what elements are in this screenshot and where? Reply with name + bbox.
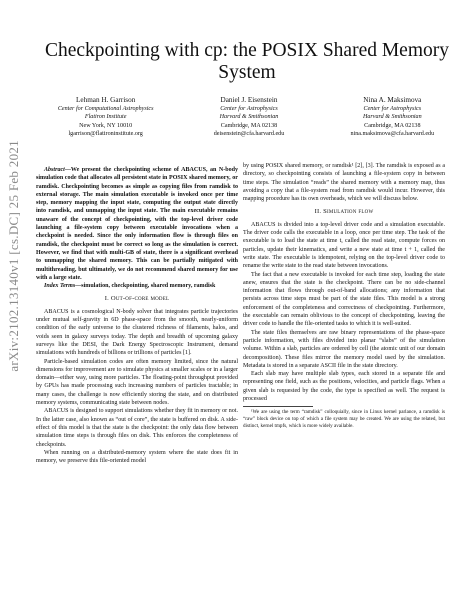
section-heading: I. Out-of-core model <box>104 295 170 303</box>
section-heading: II. Simulation flow <box>314 208 374 216</box>
paragraph: ABACUS is designed to support simulations whether they fit in memory or not. In the latter case, also known as “out of core”, the state is buffered on disk. A side-effect of this model is that the state is the checkpoint: the only data flow between simulation time steps is through files on disk. This enforces the completeness of checkpoints. <box>36 408 238 448</box>
index-terms-text: —simulation, checkpointing, shared memory, ramdisk <box>75 283 216 290</box>
author-affiliation: Harvard & Smithsonian <box>362 114 422 121</box>
author-city: New York, NY 10010 <box>79 122 133 129</box>
author-email[interactable]: lgarrison@flatironinstitute.org <box>68 131 143 138</box>
paragraph: by using POSIX shared memory, or ramdisk¹ [2], [3]. The ramdisk is exposed as a directory, so checkpointing consists of launching a file-system copy in between time steps. The simulation “reads” the shared memory with a memory map, thus avoiding a copy that a file-system read from ramdisk would incur. However, this mapping procedure has its own overheads, which we will discuss below. <box>243 163 445 203</box>
footnote: ¹We are using the term “ramdisk” colloquially, since in Linux kernel parlance, a ramdisk is “raw” block device on top of which a file system may be created. We are using the related, but distinct, kernel tmpfs, which is more widely available. <box>243 409 445 429</box>
index-terms-label: Index Terms <box>44 283 76 290</box>
paragraph: The fact that a new executable is invoked for each time step, loading the state anew, ensures that the state is the checkpoint. There can be no side-channel information that flows through out-of-band allocations; any information that persists across time steps must be part of the state files. This model is a strong enforcement of the completeness and correctness of checkpointing. Furthermore, the executable can remain oblivious to the concept of checkpointing, leaving the driver code to handle the file-oriented tasks to which it is well-suited. <box>243 271 445 328</box>
abstract-text: —We present the checkpointing scheme of ABACUS, an N-body simulation code that allocates all persistent state in POSIX shared memory, or ramdisk. Checkpointing becomes as simple as copying files from ramdisk to external storage. The main simulation executable is invoked once per time step, memory mapping the input state, computing the output state directly into ramdisk, and unmapping the input state. The main executable remains unaware of the concept of checkpointing, with the top-level driver code launching a file-system copy between executable invocations when a checkpoint is needed. Since the only information flow is through files on ramdisk, the checkpoint must be correct so long as the simulation is correct. However, we find that with multi-GB of state, there is a significant overhead to unmapping the shared memory. This can be partially mitigated with multithreading, but ultimately, we do not recommend shared memory for use with a large state. <box>36 167 238 281</box>
paragraph: The state files themselves are raw binary representations of the phase-space particle information, with files divided into planar “slabs” of the simulation volume. Within a slab, particles are ordered by cell (the atomic unit of our domain decomposition). These files mirror the memory model used by the simulation. Metadata is stored in a separate ASCII file in the state directory. <box>243 329 445 369</box>
author-email[interactable]: nina.maksimova@cfa.harvard.edu <box>350 131 435 138</box>
author-name: Daniel J. Eisenstein <box>220 96 278 104</box>
author-affiliation: Center for Computational Astrophysics <box>57 106 154 112</box>
footnote-rule <box>243 406 313 407</box>
author-affiliation: Center for Astrophysics <box>220 106 278 112</box>
author-name: Nina A. Maksimova <box>363 96 422 104</box>
paragraph: Particle-based simulation codes are often memory limited, since the natural dimensions for improvement are to simulate physics at smaller scales or in a larger domain—either way, using more particles. The floating-point throughput provided by GPUs has made processing such increasing numbers of particles tractable; in many cases, the challenge is now efficiently storing the state, and on distributed memory systems, communicating state between nodes. <box>36 358 238 407</box>
author-city: Cambridge, MA 02138 <box>364 122 421 129</box>
paragraph: Each slab may have multiple slab types, each stored in a separate file and representing one field, such as the positions, velocities, and particle flags. When a given slab is requested by the code, the type is specified as well. The request is processed <box>243 371 445 403</box>
paragraph: When running on a distributed-memory system where the state does fit in memory, we preserve this file-oriented model <box>36 449 238 465</box>
author-1 <box>34 96 177 139</box>
author-block <box>34 96 464 139</box>
abstract-label: Abstract <box>44 167 65 173</box>
author-3 <box>321 96 464 139</box>
author-2 <box>177 96 320 139</box>
arxiv-stamp: arXiv:2102.13140v1 [cs.DC] 25 Feb 2021 <box>6 140 21 372</box>
index-terms <box>36 282 238 290</box>
author-email[interactable]: deisenstein@cfa.harvard.edu <box>213 131 285 138</box>
author-affiliation: Center for Astrophysics <box>363 106 422 112</box>
author-city: Cambridge, MA 02138 <box>220 122 278 129</box>
author-affiliation: Harvard & Smithsonian <box>219 114 279 121</box>
right-column <box>243 162 445 430</box>
paragraph: ABACUS is a cosmological N-body solver that integrates particle trajectories under mutual self-gravity in 6D phase-space from the smooth, nearly-uniform condition of the early universe to the clustered richness of filaments, halos, and voids seen in galaxy surveys today. The depth and breadth of upcoming galaxy surveys like the DESI, the Dark Energy Spectroscopic Instrument, demand simulations with hundreds of billions or trillions of particles [1]. <box>36 308 238 357</box>
author-affiliation: Flatiron Institute <box>84 114 127 121</box>
left-column <box>36 166 238 465</box>
paper-title: Checkpointing with cp: the POSIX Shared Memory System <box>44 40 450 83</box>
paragraph: ABACUS is divided into a top-level driver code and a simulation executable. The driver code calls the executable in a loop, once per time step. The task of the executable is to load the state at time t, called the read state, compute forces on particles, update their kinematics, and write a new state at time t + 1, called the write state. The executable is idempotent, relying on the top-level driver code to rename the write state to the read state between invocations. <box>243 221 445 270</box>
author-name: Lehman H. Garrison <box>76 96 136 104</box>
abstract <box>36 166 238 282</box>
